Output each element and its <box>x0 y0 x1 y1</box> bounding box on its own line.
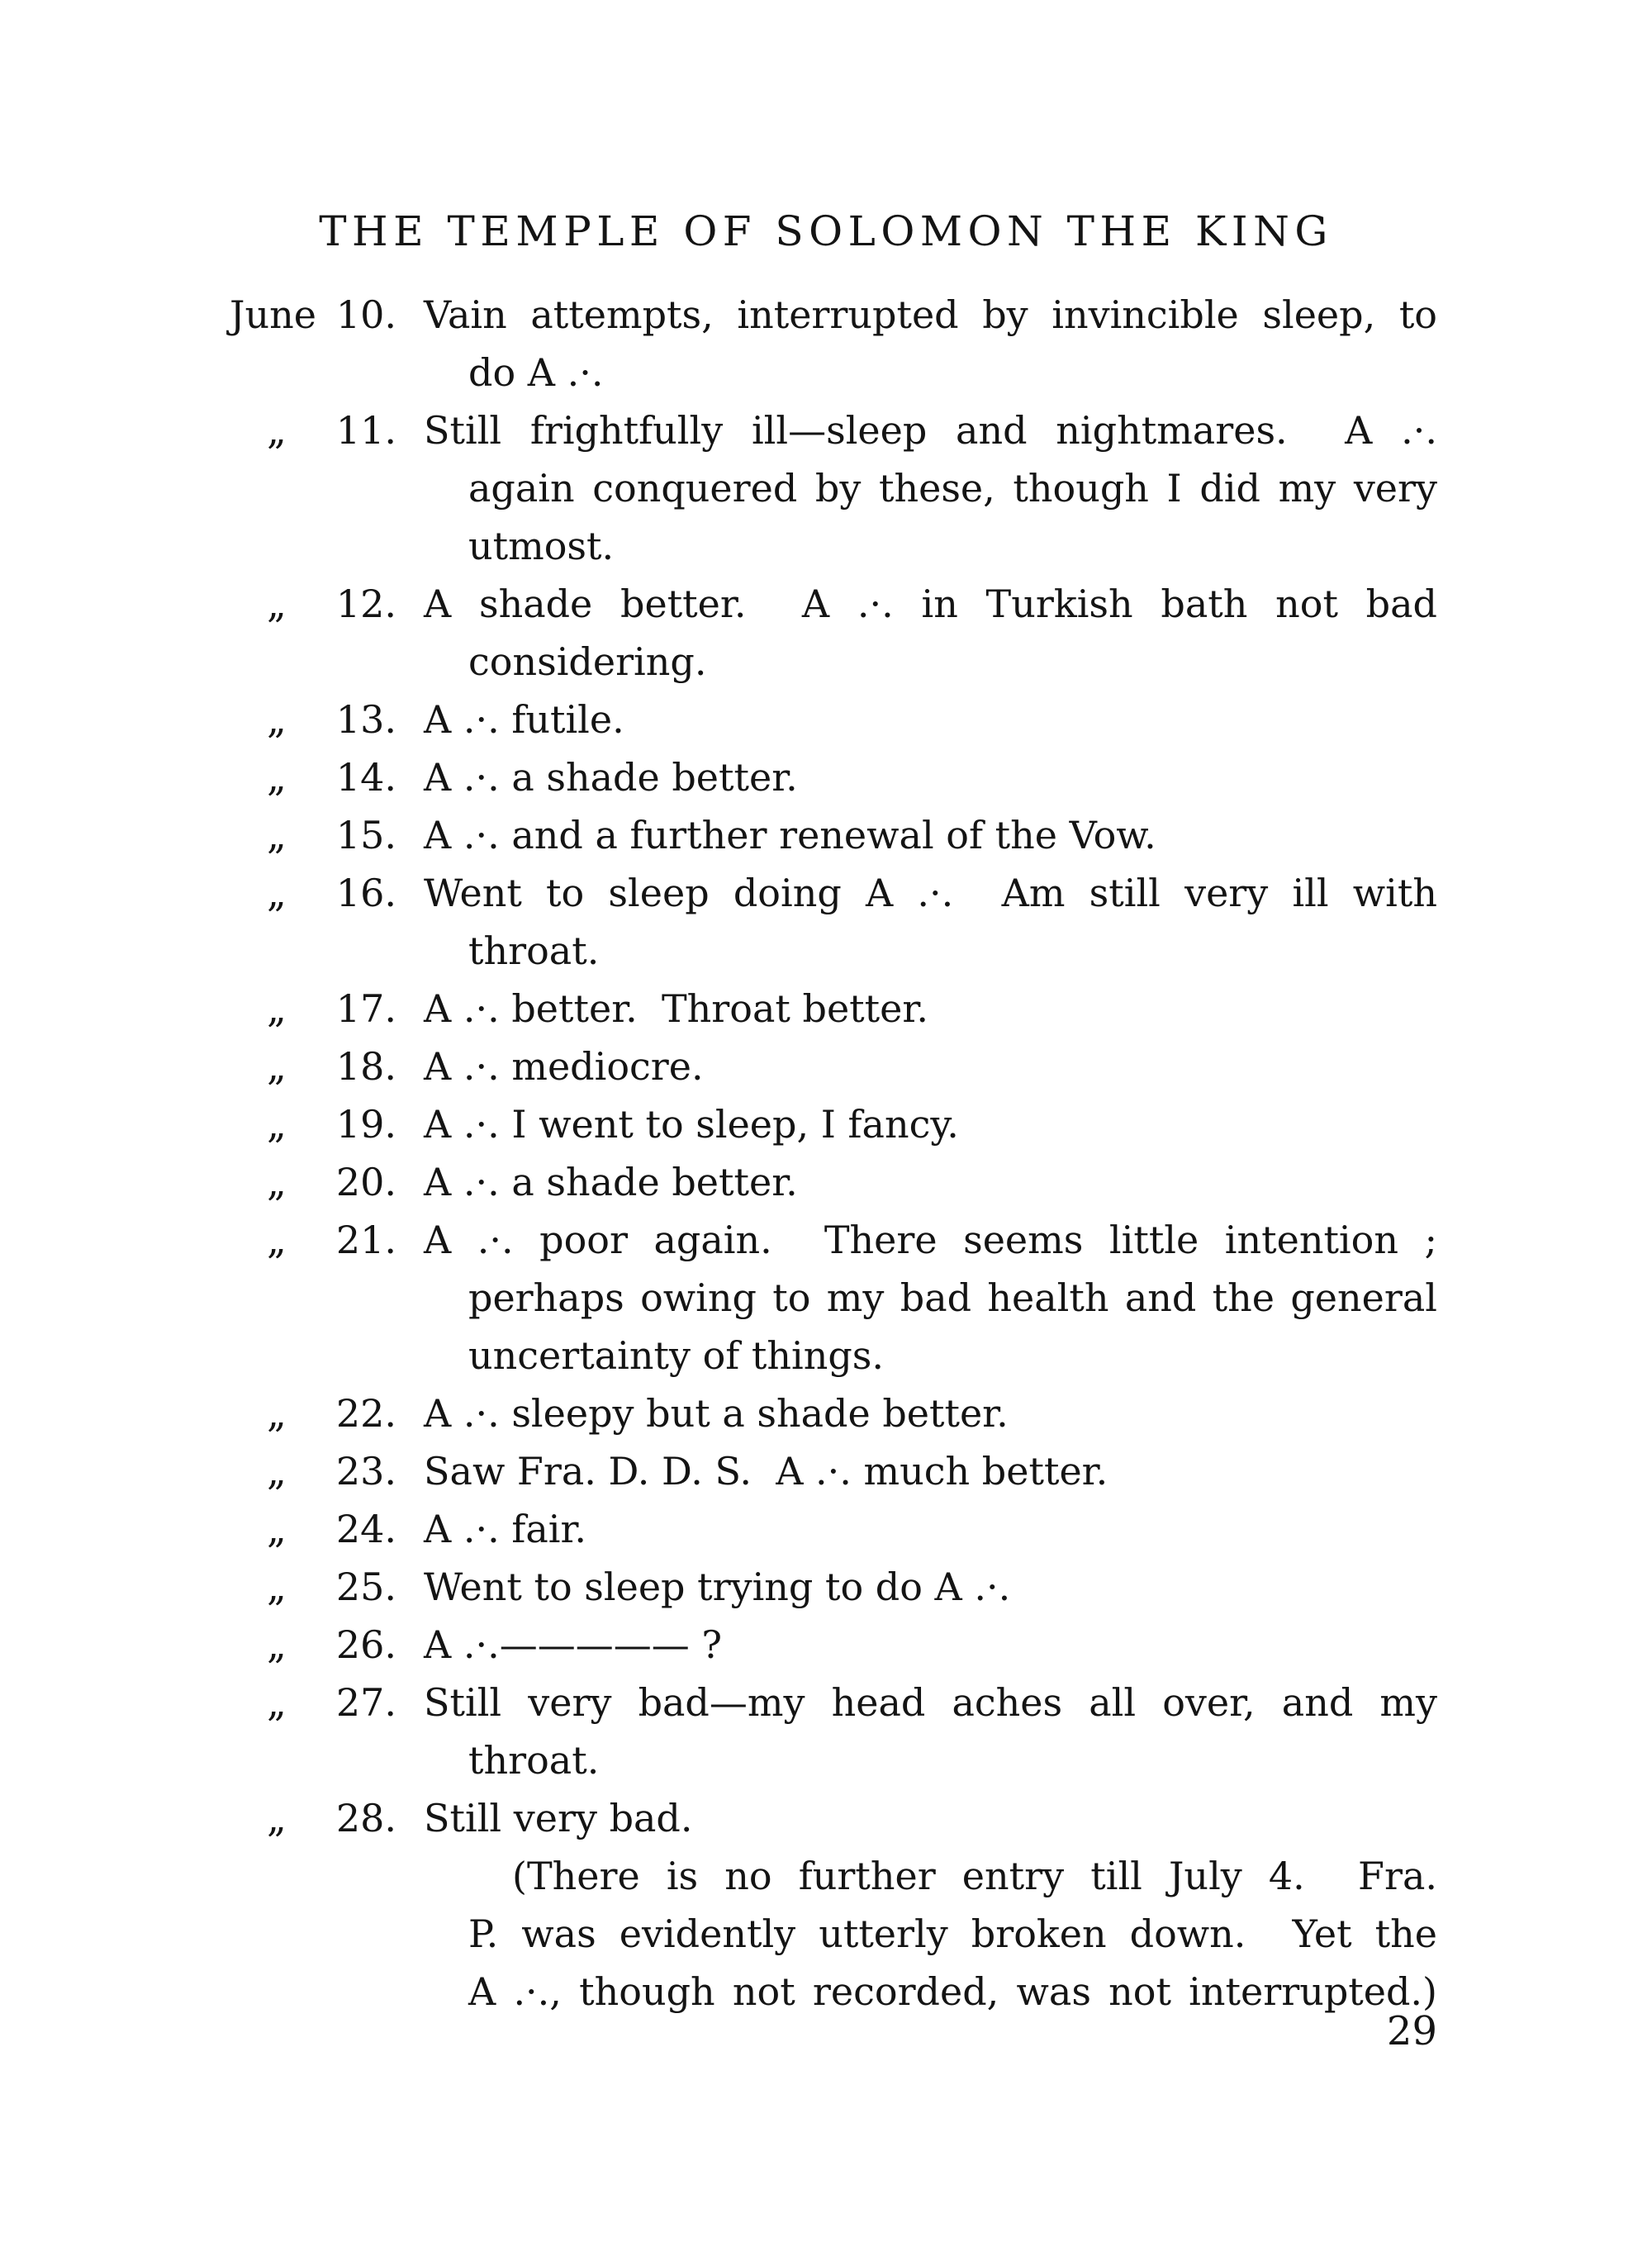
entry-row <box>230 1616 1437 1674</box>
closing-note-text: P. was evidently utterly broken down. Yet the <box>468 1911 1437 1956</box>
entry-text: A .·. and a further renewal of the Vow. <box>424 813 1156 857</box>
entry-row <box>230 1095 1437 1153</box>
ditto-mark: „ <box>267 1622 287 1667</box>
entry-row <box>230 1269 1437 1327</box>
entry-row <box>230 575 1437 633</box>
entry-row <box>230 748 1437 806</box>
entry-row <box>230 1384 1437 1442</box>
entry-text: A .·. a shade better. <box>424 1160 798 1204</box>
entry-day-number: 24. <box>335 1507 396 1551</box>
entry-text: A .·. I went to sleep, I fancy. <box>424 1102 959 1147</box>
entry-day-number: 14. <box>335 755 396 800</box>
entry-row <box>230 1211 1437 1269</box>
ditto-mark: „ <box>267 1102 287 1147</box>
entry-text: A .·. sleepy but a shade better. <box>424 1391 1009 1436</box>
entry-row <box>230 633 1437 691</box>
entry-text: again conquered by these, though I did my very <box>468 466 1437 511</box>
entry-day-number: 17. <box>335 986 396 1031</box>
entry-row <box>230 1442 1437 1500</box>
entry-row <box>230 806 1437 864</box>
ditto-mark: „ <box>267 697 287 742</box>
entry-text: throat. <box>468 928 600 973</box>
entry-day-number: 27. <box>335 1680 396 1725</box>
entry-row <box>230 1153 1437 1211</box>
ditto-mark: „ <box>267 1449 287 1494</box>
entry-day-number: 18. <box>335 1044 396 1089</box>
entry-row <box>230 980 1437 1038</box>
entry-row <box>230 922 1437 980</box>
entry-row <box>230 1038 1437 1095</box>
page-number: 29 <box>1386 2008 1437 2054</box>
entry-day-number: 16. <box>335 871 396 915</box>
entry-row <box>230 401 1437 459</box>
ditto-mark: „ <box>267 1680 287 1725</box>
entry-text: Went to sleep trying to do A .·. <box>424 1565 1011 1609</box>
ditto-mark: „ <box>267 1044 287 1089</box>
closing-note-row <box>230 1847 1437 1905</box>
entry-row <box>230 459 1437 517</box>
closing-note-text: (There is no further entry till July 4. Fra. <box>512 1854 1437 1898</box>
entry-day-number: 20. <box>335 1160 396 1204</box>
entry-text: throat. <box>468 1738 600 1783</box>
entry-text: A .·. poor again. There seems little intention ; <box>424 1218 1437 1262</box>
entry-text: Still frightfully ill—sleep and nightmares. A .·. <box>424 408 1437 453</box>
entry-day-number: 28. <box>335 1796 396 1840</box>
page-title: THE TEMPLE OF SOLOMON THE KING <box>319 207 1333 255</box>
entry-day-number: 19. <box>335 1102 396 1147</box>
ditto-mark: „ <box>267 582 287 626</box>
entry-day-number: 12. <box>335 582 396 626</box>
entry-row <box>230 1731 1437 1789</box>
ditto-mark: „ <box>267 871 287 915</box>
entry-row <box>230 1558 1437 1616</box>
entry-day-number: 11. <box>335 408 396 453</box>
entry-text: do A .·. <box>468 350 604 395</box>
entry-day-number: 26. <box>335 1622 396 1667</box>
entry-text: Still very bad—my head aches all over, and my <box>424 1680 1437 1725</box>
ditto-mark: „ <box>267 1160 287 1204</box>
entry-text: A .·. mediocre. <box>424 1044 704 1089</box>
ditto-mark: „ <box>267 813 287 857</box>
entry-row <box>230 1327 1437 1384</box>
entry-row <box>230 1500 1437 1558</box>
entry-text: perhaps owing to my bad health and the general <box>468 1275 1437 1320</box>
entry-day-number: 22. <box>335 1391 396 1436</box>
entry-text: A .·. fair. <box>424 1507 587 1551</box>
ditto-mark: „ <box>267 408 287 453</box>
ditto-mark: „ <box>267 1218 287 1262</box>
ditto-mark: „ <box>267 1507 287 1551</box>
entry-day-number: 23. <box>335 1449 396 1494</box>
entry-text: Still very bad. <box>424 1796 693 1840</box>
entry-row <box>230 517 1437 575</box>
entry-day-number: 15. <box>335 813 396 857</box>
entry-month-label: June <box>230 292 316 337</box>
entry-text: A .·. better. Throat better. <box>424 986 928 1031</box>
entry-row <box>230 286 1437 344</box>
entry-day-number: 10. <box>335 292 396 337</box>
ditto-mark: „ <box>267 986 287 1031</box>
entry-text: A shade better. A .·. in Turkish bath not bad <box>424 582 1437 626</box>
ditto-mark: „ <box>267 755 287 800</box>
entry-row <box>230 1674 1437 1731</box>
ditto-mark: „ <box>267 1796 287 1840</box>
entry-text: A .·. futile. <box>424 697 624 742</box>
entry-row <box>230 1789 1437 1847</box>
diary-entries <box>230 286 1437 2021</box>
entry-day-number: 25. <box>335 1565 396 1609</box>
entry-text: Went to sleep doing A .·. Am still very ill with <box>424 871 1437 915</box>
entry-day-number: 13. <box>335 697 396 742</box>
entry-row <box>230 691 1437 748</box>
entry-text: utmost. <box>468 524 615 568</box>
entry-day-number: 21. <box>335 1218 396 1262</box>
entry-text: A .·.————— ? <box>424 1622 722 1667</box>
entry-text: Saw Fra. D. D. S. A .·. much better. <box>424 1449 1108 1494</box>
entry-row <box>230 344 1437 401</box>
ditto-mark: „ <box>267 1565 287 1609</box>
ditto-mark: „ <box>267 1391 287 1436</box>
entry-text: considering. <box>468 639 707 684</box>
entry-text: Vain attempts, interrupted by invincible sleep, to <box>424 292 1437 337</box>
entry-text: A .·. a shade better. <box>424 755 798 800</box>
entry-text: uncertainty of things. <box>468 1333 885 1378</box>
closing-note-text: A .·., though not recorded, was not interrupted.) <box>468 1969 1437 2014</box>
closing-note-row <box>230 1905 1437 1963</box>
entry-row <box>230 864 1437 922</box>
